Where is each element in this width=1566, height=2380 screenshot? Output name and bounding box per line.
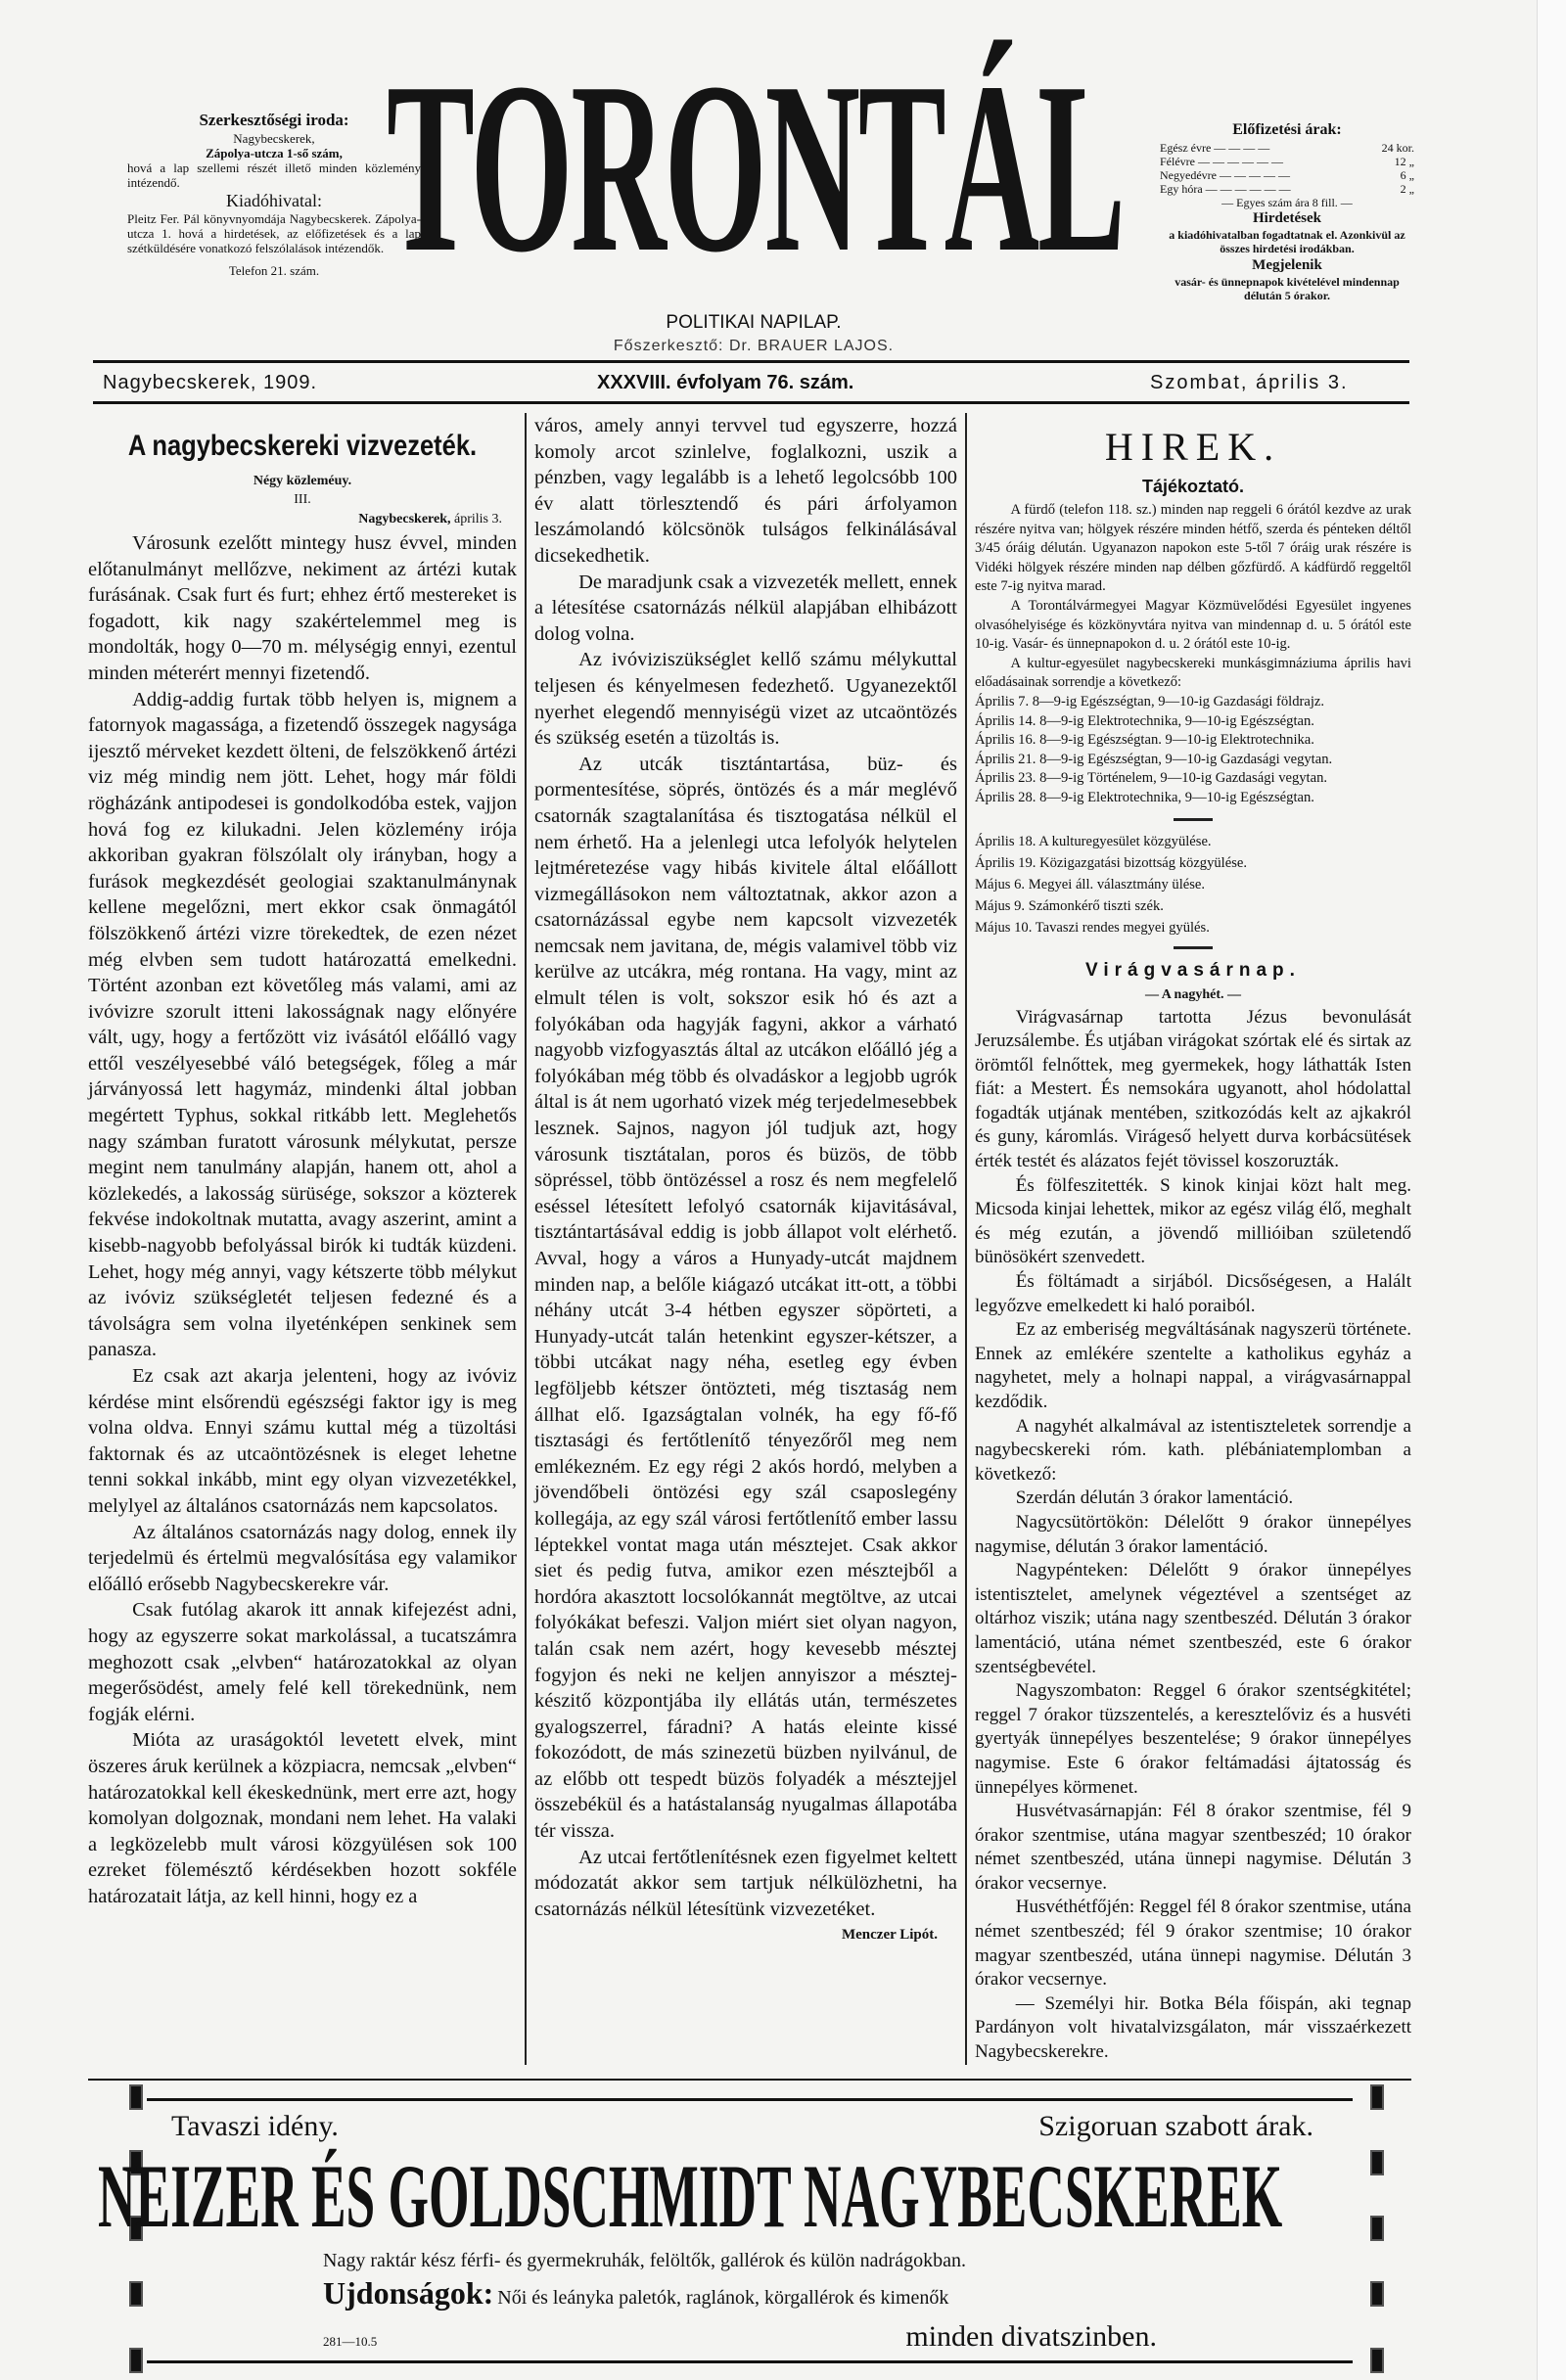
article-series: Négy közleméuy. [253, 474, 352, 488]
price-value: 12 „ [1394, 155, 1414, 168]
paragraph: Az utcai fertőtlenítésnek ezen figyelmet keltett módozatát akkor sem tartjuk nélkülözhetni, ha csatornázás nélkül létesítünk vizvezetéket. [534, 1846, 957, 1920]
article-continuation [525, 413, 967, 2065]
ornament-icon [1370, 2150, 1384, 2175]
subtitle: POLITIKAI NAPILAP. [666, 312, 842, 333]
separator [1174, 818, 1213, 821]
ad-company-name: NEIZER ÉS GOLDSCHMIDT NAGYBECSKEREK [98, 2145, 1283, 2246]
paragraph: Husvétvasárnapján: Fél 8 órakor szentmise, fél 9 órakor szentmise, utána magyar szentbeszéd; 10 órakor német szentbeszéd, utána ünnepi nagymise. Délután 3 órakor vecsernye. [975, 1801, 1411, 1894]
article-part: III. [294, 492, 311, 507]
paragraph: Az általános csatornázás nagy dolog, ennek ily terjedelmü és értelmü megvalósítása egy valamikor előálló erősebb Nagybecskerekre vár. [88, 1521, 517, 1595]
schedule-item: Április 28. 8—9-ig Elektrotechnika, 9—10-ig Egészségtan. [975, 789, 1314, 805]
ornament-icon [129, 2281, 143, 2307]
paragraph: város, amely annyi tervvel tud egyszerre, hozzá komoly arcot szinlelve, foglalkozni, uszik a pénzben, vagy legalább is a lehető legolcsóbb 100 év alatt törlesztendő és pári árfolyamon leszámolandó kölcsönök tulságos felkinálásával dicsekedhetik. [534, 415, 957, 567]
ornament-icon [129, 2348, 143, 2373]
paragraph: — Személyi hir. Botka Béla főispán, aki tegnap Pardányon volt hivatalvizsgálaton, már visszaérkezett Nagybecskerekre. [975, 1992, 1411, 2063]
paragraph: De maradjunk csak a vizvezeték mellett, ennek a létesítése csatornázás nélkül alapjában elhibázott dolog volna. [534, 571, 957, 645]
schedule-item: Április 7. 8—9-ig Egészségtan, 9—10-ig Gazdasági földrajz. [975, 693, 1325, 709]
event-item: Május 6. Megyei áll. választmány ülése. [975, 876, 1206, 892]
published-heading: Megjelenik [1252, 257, 1322, 273]
editorial-office-box [127, 110, 421, 278]
paragraph: És fölfeszitették. S kinok kinjai közt halt meg. Micsoda kinjai lehettek, mikor az egész világ élő, meghalt és még ezután, a jövendő millióiban születendő bünösökért szenvedett. [975, 1174, 1411, 1268]
events-list [975, 831, 1411, 938]
ornament-icon [129, 2084, 143, 2110]
paragraph: Csak futólag akarok itt annak kifejezést adni, hogy az egyszerre sokat markolással, a tucatszámra meghozott csak „elvben“ határozatokkal az olyan megerősödést, amely felé kell törekednünk, nem fogják elérni. [88, 1599, 517, 1725]
newspaper-title [387, 27, 1130, 309]
event-item: Április 19. Közigazgatási bizottság közgyülése. [975, 854, 1248, 871]
separator [1174, 946, 1213, 949]
schedule-item: Április 14. 8—9-ig Elektrotechnika, 9—10-ig Egészségtan. [975, 712, 1314, 729]
paragraph: Az utcák tisztántartása, büz- és pormentesítése, söprés, öntözés és a már meglévő csatornák szagtalanítása és tisztogatása nélkül el nem érhető. Ha a jelenlegi utca lefolyók helytelen lejtméretezése vagy hibás kivitele által előállott vizmegállásokon nem változtatnak, akkor azon a csatornázással egybe nem kapcsolt vizvezeték nemcsak nem javitana, de, mégis valamivel több viz kerülve az utcákra, még rontana. Ha vagy, mint az elmult télen is volt, sokszor esik hó és azt a folyókában oda hagyják fagyni, akkor a várható nagyobb vizfogyasztás által az utcákon előálló jég a folyókában még több és olvadáskor a legjobb ugrók által is át nem ugorható vizek még terjedelmesebbek lesznek. Sajnos, nagyon jól tudjuk azt, hogy városunk tisztátalan, poros és büzös, de több söpréssel, több öntözéssel a rosz és nem megfelelő eséssel létesített lefolyó csatornák kijavitásával, tisztántartásával eddig is jobb állapot volt elérhető. Avval, hogy a város a Hunyady-utcát majdnem minden nap, a belőle kiágazó utcákat itt-ott, a többi néhány utcát 3-4 hétben egyszer söpörteti, a Hunyady-utcát talán hetenkint egyszer-kétszer, a többi utcákat nagy néha, esetleg egy évben legföljebb kétszer öntözteti, még tisztaság nem állhat elő. Igazságtalan volnék, ha egy fő-fő tisztasági és fertőtlenítő tényezőről meg nem emlékezném. Ez egy régi 2 akós hordó, melyben a jövendőbeli öntözési egy szál csaposlegény kollegája, az egy szál városi fertőtlenítő ember lassu léptekkel vontat maga után mésztejet. Csak akkor siet és pedig futva, amikor ezen mésztejből a hordóra akasztott locsolókannát megtöltve, az utcai folyókákat befeszi. Valjon miért siet olyan nagyon, talán csak nem azért, hogy kevesebb mésztej fogyjon és neki ne keljen annyiszor a mésztej-készitő központjába ily ellátás után, természetes gyalogszerrel, fáradni? A hatás eleinte kissé fokozódott, de más szinezetü büzben nyilvánul, de az előbb ott tespedt büzös folyadék a mésztejjel összebékül és a hatástalanság nyugalmas állapotába tér vissza. [534, 753, 957, 1843]
event-item: Április 18. A kulturegyesület közgyülése. [975, 833, 1212, 849]
ad-frame [98, 2098, 1353, 2363]
subscription-box [1160, 119, 1414, 302]
schedule-item: Április 16. 8—9-ig Egészségtan. 9—10-ig Elektrotechnika. [975, 732, 1314, 749]
title-text: TORONTÁL [387, 32, 1124, 303]
issue-date: Szombat, április 3. [1150, 372, 1349, 393]
article-water-supply [88, 413, 525, 2065]
ad-novelties-label: Ujdonságok: [323, 2274, 494, 2311]
page-body [88, 413, 1411, 2377]
article-subtitle: — A nagyhét. — [1144, 986, 1241, 1002]
paragraph: Ez csak azt akarja jelenteni, hogy az ivóviz kérdése mint elsőrendü egészségi faktor igy is meg volna oldva. Ennyi számu kuttal még a tüzoltási faktornak és az utcaöntözésnek is eleget lehetne tenni sokkal inkább, mint egy olyan vizvezetékkel, melylyel az általános csatornázás nem kapcsolatos. [88, 1365, 517, 1517]
price-row [1160, 141, 1414, 155]
issue-number: XXXVIII. évfolyam 76. szám. [597, 372, 854, 393]
prices-heading: Előfizetési árak: [1232, 121, 1342, 138]
scan-edge [1537, 0, 1566, 2380]
place-year: Nagybecskerek, 1909. [103, 372, 318, 393]
paragraph: Ez az emberiség megváltásának nagyszerü története. Ennek az emlékére szentelte a katholikus egyház a nagyhetet, mely a holnapi nappal, a virágvasárnappal kezdődik. [975, 1319, 1411, 1412]
price-value: 24 kor. [1381, 141, 1414, 155]
price-row [1160, 168, 1414, 182]
ad-tail: minden divatszinben. [905, 2319, 1157, 2353]
divider [93, 401, 1409, 404]
ad-top-row [147, 2109, 1353, 2144]
info-paragraph: A kultur-egyesület nagybecskereki munkásgimnáziuma április havi előadásainak sorrendje a következő: [975, 655, 1411, 691]
article-title: A nagybecskereki vizvezeték. [127, 430, 478, 462]
columns [88, 413, 1411, 2065]
info-block [975, 501, 1411, 693]
paragraph: Nagypénteken: Délelőtt 9 órakor ünnepélyes istentisztelet, amelynek végeztével a szentséget az oltárhoz viszik; utána nagy szentbeszéd. Délután 3 órakor lamentáció, utána német szentbeszéd, este 6 órakor szentségbevétel. [975, 1560, 1411, 1677]
article-title: Virágvasárnap. [1085, 959, 1301, 981]
info-heading: Tájékoztató. [1141, 477, 1245, 496]
paragraph: Az ivóviziszükséglet kellő számu mélykuttal teljesen és kényelmesen fedezhető. Ugyanezektől nyerhet elegendő mennyiségü vizet az utcaöntözés és szükség esetén a tüzoltás is. [534, 649, 957, 750]
office-heading: Szerkesztőségi iroda: [199, 111, 349, 129]
paragraph: Nagycsütörtökön: Délelőtt 9 órakor ünnepélyes nagymise, délután 3 órakor lamentáció. [975, 1511, 1411, 1557]
price-label: Egy hóra — — — — — — [1160, 182, 1291, 196]
paragraph: Nagyszombaton: Reggel 6 órakor szentségkitétel; reggel 7 órakor tüzszentelés, a keresztelőviz és a husvéti gyertyák ünnepélyes beszentelése; 9 órakor ünnepélyes nagymise. Este 6 órakor feltámadási ájtatosság és ünnepélyes körmenet. [975, 1680, 1411, 1798]
ornament-icon [1370, 2216, 1384, 2241]
paragraph: Mióta az uraságoktól levetett elvek, mint öszeres áruk kerülnek a közpiacra, nemcsak „elvben“ határozatokkal kell ékeskednünk, mert erre azt, hogy komolyan dolgoznak, mondani nem lehet. Ha valaki a legközelebb mult városi közgyülésen sok 100 ezreket fölemésztő kérdésekben hozott sokféle határozatait látja, az kell hinni, hogy ez a [88, 1729, 517, 1907]
published-note: vasár- és ünnepnapok kivételével mindennap délután 5 órakor. [1174, 275, 1400, 302]
news-heading: HIREK. [1104, 425, 1282, 469]
dateline-date: április 3. [450, 512, 502, 526]
ornament-icon [1370, 2348, 1384, 2373]
advertisement [88, 2079, 1411, 2377]
publisher-note: Pleitz Fer. Pál könyvnyomdája Nagybecskerek. Zápolya-utcza 1. hová a hirdetések, az előfizetések és a lap szétküldésére vonatkozó felszólalások intézendők. [127, 211, 421, 255]
ad-novelties-text: Női és leányka paletók, raglánok, körgallérok és kimenők [497, 2286, 949, 2309]
price-label: Egész évre — — — — [1160, 141, 1270, 155]
article-body [975, 1006, 1411, 2065]
telephone: Telefon 21. szám. [228, 263, 320, 278]
info-paragraph: A Torontálvármegyei Magyar Közmüvelődési Egyesület ingyenes olvasóhelyisége és közkönyvtára nyitva van mindennap d. u. 5 órától este 10-ig. Vasár- és ünnepnapokon d. u. 2 órától este 10-ig. [975, 597, 1411, 653]
event-item: Május 9. Számonkérő tiszti szék. [975, 897, 1164, 914]
dateline-place: Nagybecskerek, [358, 512, 451, 526]
ads-note: a kiadóhivatalban fogadtatnak el. Azonkivül az összes hirdetési irodákban. [1169, 228, 1405, 255]
publisher-heading: Kiadóhivatal: [226, 191, 322, 210]
office-note: hová a lap szellemi részét illető minden közlemény intézendő. [127, 160, 421, 190]
price-label: Negyedévre — — — — — [1160, 168, 1290, 182]
ad-novelties [147, 2273, 1353, 2319]
paragraph: Addig-addig furtak több helyen is, mignem a fatornyok magassága, a fizetendő összegek nagysága ijesztő mérveket kezdett ölteni, de felszökkenő ártézi viz még mindig nem jött. Lehet, hogy már földi rögházánk antipodesei is gondolkodóba estek, vajjon hová fog ez kilukadni. Jelen közlemény irója akkoriban gyakran fölszólalt oly irányban, hogy a furások megkezdését geologiai szaktanulmánynak kellene megelőzni, mert ekkor csak önmagától fölszökkenő ártézi vizre törekedtek, de ezen nézet még elvben sem tudott határozattá emelkedni. Történt azonban ezt követőleg más valami, ami az ivóvizre szorult itteni lakosságnak nagy előnyére vált, ugy, hogy a fertőzött viz ivásától előálló vagy ettől veszélyesebbé váló betegségek, főleg a már járványossá lett hagymáz, mindenki által jobban megértett Typhus, sokkal ritkább lett. Meglehetős nagy számban furatott városunk mélykutat, persze megint nem tanulmány alapján, hanem ott, ahol a közlekedés, a lakosság sürüsége, sokszor a közterek fekvése indokoltnak mutatta, avagy aszerint, amint a kisebb-nagyobb befolyással birók ki tudták küzdeni. Lehet, hogy még annyi, vagy kétszerte több mélykut az ivóviz szükségletét teljesen fedezné és a távolságra sem volna ilyeténképen senkinek sem panasza. [88, 688, 517, 1361]
paragraph: A nagyhét alkalmával az istentiszteletek sorrendje a nagybecskereki róm. kath. plébániatemplomban a következő: [975, 1415, 1411, 1485]
ad-bottom-row [147, 2319, 1353, 2355]
ad-season: Tavaszi idény. [171, 2109, 339, 2142]
paragraph: Husvéthétfőjén: Reggel fél 8 órakor szentmise, utána német szentbeszéd; fél 9 órakor szentmise; 10 órakor magyar szentbeszéd, utána ünnepi nagymise. Délután 3 órakor vecsernye. [975, 1897, 1411, 1991]
info-paragraph: A fürdő (telefon 118. sz.) minden nap reggeli 6 órától kezdve az urak részére nyitva van; hölgyek részére minden hétfő, szerda és pénteken déltől 3/45 óráig délután. Ugyanazon napokon este 5-től 7 óráig urak részére is Vidéki hölgyek részére minden nap délben gőzfürdő. A kádfürdő reggeltől este 7-ig nyitva marad. [975, 502, 1411, 595]
paragraph: Szerdán délután 3 órakor lamentáció. [1015, 1488, 1294, 1509]
office-city: Nagybecskerek, [233, 131, 315, 146]
ad-stock: Nagy raktár kész férfi- és gyermekruhák, felöltők, gallérok és külön nadrágokban. [323, 2249, 966, 2271]
ad-code: 281—10.5 [323, 2333, 378, 2349]
author-signature: Menczer Lipót. [841, 1927, 938, 1944]
schedule-item: Április 23. 8—9-ig Történelem, 9—10-ig Gazdasági vegytan. [975, 770, 1328, 787]
price-row [1160, 182, 1414, 196]
paragraph: Virágvasárnap tartotta Jézus bevonulását Jeruzsálembe. És utjában virágokat szórtak elé és sirtak az örömtől felnőttek, meg gyermekek, hogy láthatták Isten fiát: a Mestert. És nemsokára ugyanott, ahol hódolattal fogadták utjának mentében, szitkozódás kelt az ajkakról és guny, káromlás. Virágeső helyett durva korbácsütések érték testét és alázatos fejét tövissel koszoruzták. [975, 1006, 1411, 1172]
paragraph: Városunk ezelőtt mintegy husz évvel, minden előtanulmányt mellőzve, nekiment az ártézi kutak furásának. Csak furt és furt; ehhez értő mestereket is fogadott, kik nagy szakértelemmel meg is mondolták, hogy 0—70 m. mélységig ennyi, ezentul minden méterért mennyi fizetendő. [88, 532, 517, 684]
lecture-schedule [975, 693, 1411, 808]
ad-prices: Szigoruan szabott árak. [1038, 2109, 1313, 2142]
event-item: Május 10. Tavaszi rendes megyei gyülés. [975, 919, 1210, 936]
price-value: 6 „ [1400, 168, 1414, 182]
article-dateline [88, 509, 517, 530]
news-column [967, 413, 1411, 2065]
ornament-column-right [1370, 2084, 1384, 2373]
schedule-item: Április 21. 8—9-ig Egészségtan, 9—10-ig Gazdasági vegytan. [975, 751, 1333, 767]
editor-line: Főszerkesztő: Dr. BRAUER LAJOS. [613, 338, 895, 354]
price-value: 2 „ [1400, 182, 1414, 196]
ornament-icon [1370, 2281, 1384, 2307]
ornament-icon [1370, 2084, 1384, 2110]
divider [93, 360, 1409, 363]
office-street: Zápolya-utcza 1-ső szám, [206, 146, 343, 160]
single-issue-price: — Egyes szám ára 8 fill. — [1221, 196, 1353, 209]
paragraph: És föltámadt a sirjából. Dicsőségesen, a Halált legyőzve emelkedett ki haló poraiból. [975, 1271, 1411, 1316]
ads-heading: Hirdetések [1253, 210, 1321, 226]
price-row [1160, 155, 1414, 168]
price-label: Félévre — — — — — — [1160, 155, 1283, 168]
